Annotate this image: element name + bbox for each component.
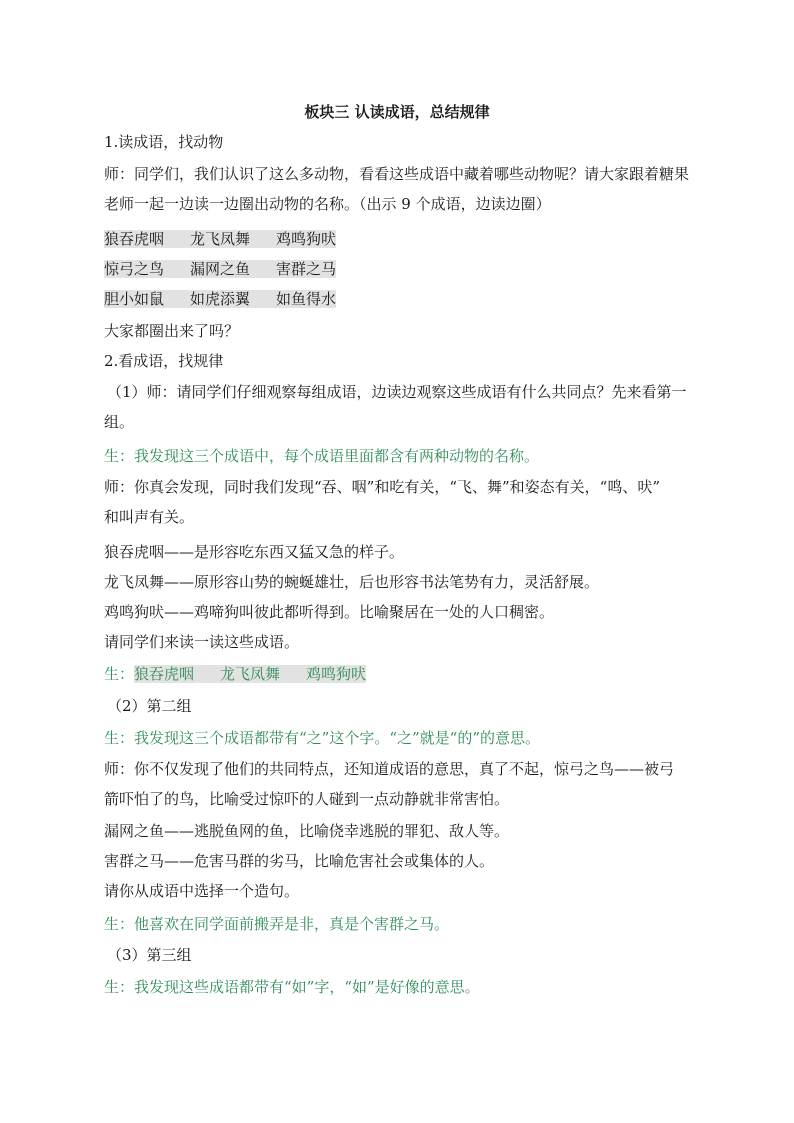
idiom: 害群之马 [276, 260, 337, 278]
idiom-definition: 龙飞凤舞——原形容山势的蜿蜒雄壮，后也形容书法笔势有力，灵活舒展。 [104, 573, 600, 591]
idiom: 鸡鸣狗吠 [306, 665, 367, 683]
teacher-paragraph-2b: 和叫声有关。 [104, 508, 195, 526]
teacher-question-1a: （1）师：请同学们仔细观察每组成语，边读边观察这些成语有什么共同点？先来看第一 [107, 383, 687, 401]
idiom: 如鱼得水 [276, 290, 337, 308]
teacher-paragraph-2a: 师：你真会发现，同时我们发现“吞、咽”和吃有关，“飞、舞”和姿态有关，“鸣、吠” [104, 478, 661, 496]
idiom-row-highlight [134, 665, 366, 683]
subheading-1: 1.读成语，找动物 [104, 133, 224, 151]
teacher-question-1b: 组。 [104, 413, 135, 431]
idiom-row-highlight [104, 290, 336, 308]
student-answer-5: 生：我发现这些成语都带有“如”字，“如”是好像的意思。 [104, 978, 480, 996]
idiom-definition: 漏网之鱼——逃脱鱼网的鱼，比喻侥幸逃脱的罪犯、敌人等。 [104, 822, 510, 840]
idiom: 如虎添翼 [190, 290, 251, 308]
idiom: 龙飞凤舞 [220, 665, 281, 683]
idiom-definition: 鸡鸣狗吠——鸡啼狗叫彼此都听得到。比喻聚居在一处的人口稠密。 [104, 603, 555, 621]
idiom: 龙飞凤舞 [190, 230, 251, 248]
teacher-paragraph-3b: 箭吓怕了的鸟，比喻受过惊吓的人碰到一点动静就非常害怕。 [104, 790, 510, 808]
instruction-line: 请你从成语中选择一个造句。 [104, 882, 300, 900]
student-answer-4: 生：他喜欢在同学面前搬弄是非，真是个害群之马。 [104, 915, 450, 933]
idiom: 狼吞虎咽 [104, 230, 165, 248]
idiom: 鸡鸣狗吠 [276, 230, 337, 248]
teacher-paragraph-1a: 师：同学们，我们认识了这么多动物，看看这些成语中藏着哪些动物呢？请大家跟着糖果 [104, 165, 690, 183]
idiom: 惊弓之鸟 [104, 260, 165, 278]
idiom: 漏网之鱼 [190, 260, 251, 278]
idiom-row-1 [104, 228, 336, 250]
question-line: 大家都圈出来了吗？ [104, 322, 240, 340]
student-answer-2 [104, 663, 366, 685]
student-prefix: 生： [104, 665, 135, 683]
idiom: 狼吞虎咽 [134, 665, 195, 683]
section-title: 板块三 认读成语，总结规律 [304, 103, 490, 121]
idiom-definition: 害群之马——危害马群的劣马，比喻危害社会或集体的人。 [104, 852, 495, 870]
idiom-row-2 [104, 258, 336, 280]
student-answer-1: 生：我发现这三个成语中，每个成语里面都含有两种动物的名称。 [104, 447, 540, 465]
idiom-row-highlight [104, 260, 336, 278]
teacher-paragraph-1b: 老师一起一边读一边圈出动物的名称。（出示 9 个成语，边读边圈） [104, 195, 551, 213]
instruction-line: 请同学们来读一读这些成语。 [104, 633, 300, 651]
group-heading-3: （3）第三组 [107, 946, 192, 964]
group-heading-2: （2）第二组 [107, 697, 192, 715]
idiom-row-3 [104, 288, 336, 310]
idiom-row-highlight [104, 230, 336, 248]
subheading-2: 2.看成语，找规律 [104, 352, 224, 370]
student-answer-3: 生：我发现这三个成语都带有“之”这个字。“之”就是“的”的意思。 [104, 729, 541, 747]
idiom: 胆小如鼠 [104, 290, 165, 308]
teacher-paragraph-3a: 师：你不仅发现了他们的共同特点，还知道成语的意思，真了不起，惊弓之鸟——被弓 [104, 760, 675, 778]
idiom-definition: 狼吞虎咽——是形容吃东西又猛又急的样子。 [104, 543, 405, 561]
